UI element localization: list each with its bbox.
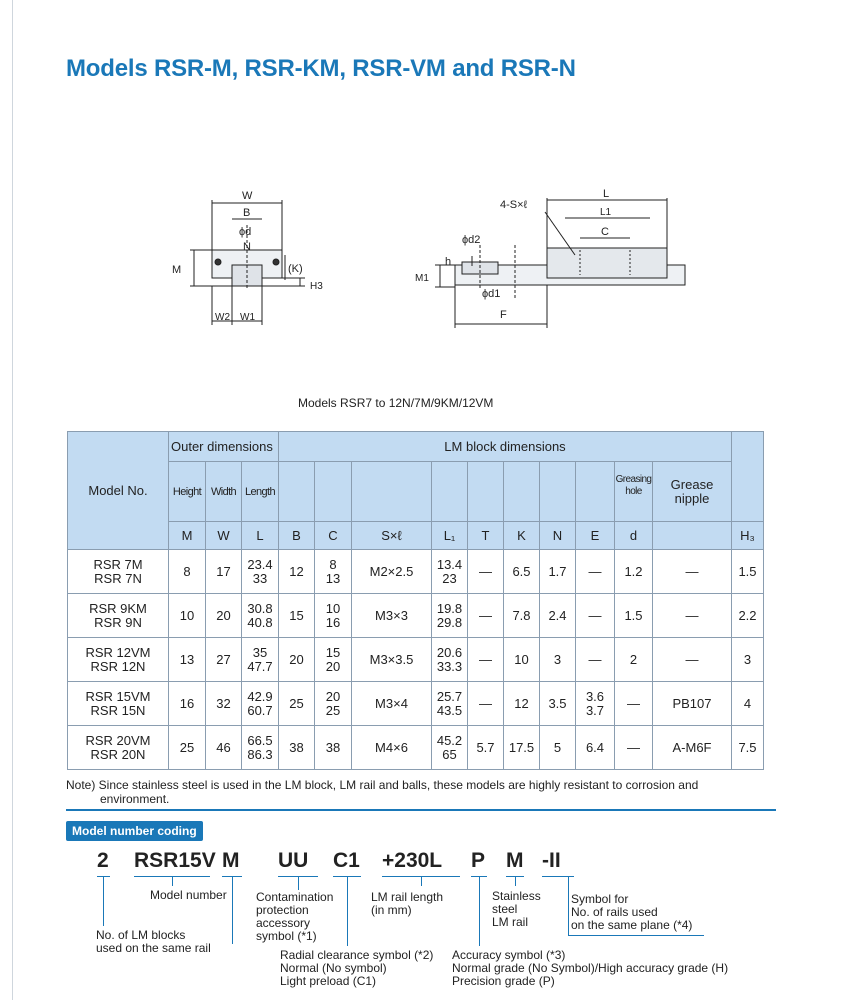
cell-L-bottom: 60.7: [247, 702, 273, 718]
dim-N: N: [243, 241, 251, 253]
cell-L: [242, 682, 279, 726]
blank-cell: [540, 462, 576, 522]
label-model-number: Model number: [150, 888, 227, 902]
cell-C: [315, 594, 352, 638]
table-body: [68, 550, 764, 770]
leader-stainless: [515, 876, 516, 886]
cell-E-top: —: [588, 607, 602, 623]
cell-nipple: —: [653, 550, 732, 594]
cell-L-top: 35: [252, 644, 268, 660]
table-row: [68, 594, 764, 638]
model-coding-badge: Model number coding: [66, 821, 203, 841]
label-line: Contamination: [256, 890, 334, 904]
cell-L: [242, 726, 279, 770]
note-line-2: environment.: [100, 792, 170, 806]
cell-E-bottom: 3.7: [585, 702, 605, 718]
cell-H3: 2.2: [732, 594, 764, 638]
code-material: M: [222, 849, 240, 872]
cell-E-top: 3.6: [585, 688, 605, 704]
dim-M1: M1: [415, 273, 429, 284]
label-line: Light preload (C1): [280, 974, 377, 988]
label-line: symbol (*1): [256, 929, 317, 943]
sym-L: L: [242, 522, 279, 550]
cell-N: 3.5: [540, 682, 576, 726]
label-line: Normal (No symbol): [280, 961, 387, 975]
model-a: RSR 15VM: [85, 688, 151, 704]
dim-L1: L1: [600, 207, 612, 218]
dim-phi-d: ϕd: [239, 226, 252, 238]
cell-B: 12: [279, 550, 315, 594]
cell-K: 10: [504, 638, 540, 682]
cell-T: —: [468, 682, 504, 726]
col-height: Height: [169, 462, 206, 522]
cell-S: M3×4: [352, 682, 432, 726]
model-b: RSR 9N: [94, 614, 142, 630]
code-quantity: 2: [97, 849, 109, 872]
cell-H3: 7.5: [732, 726, 764, 770]
model-a: RSR 9KM: [89, 600, 147, 616]
leader-accuracy: [479, 876, 480, 946]
cell-model: [68, 682, 169, 726]
table-row: [68, 550, 764, 594]
col-h3-blank: [732, 432, 764, 522]
label-line: Normal grade (No Symbol)/High accuracy grade (H): [452, 961, 729, 975]
cell-model: [68, 550, 169, 594]
cell-C-top: 10: [325, 600, 341, 616]
cell-L1-top: 25.7: [436, 688, 463, 704]
label-line: protection: [256, 903, 309, 917]
cell-K: 17.5: [504, 726, 540, 770]
code-rails-count: -II: [542, 849, 561, 872]
cell-d: 2: [615, 638, 653, 682]
label-line: steel: [492, 902, 518, 916]
label-stainless: [492, 890, 541, 929]
cell-L1-bottom: 29.8: [436, 614, 463, 630]
col-length: Length: [242, 462, 279, 522]
cell-K: 7.8: [504, 594, 540, 638]
dim-C: C: [601, 226, 609, 238]
model-a: RSR 7M: [93, 556, 143, 572]
cell-E-top: —: [588, 563, 602, 579]
label-line: Symbol for: [571, 892, 629, 906]
col-outer-dimensions: Outer dimensions: [169, 432, 279, 462]
label-line: Radial clearance symbol (*2): [280, 948, 434, 962]
cell-S: M3×3.5: [352, 638, 432, 682]
cell-model: [68, 726, 169, 770]
cell-S: M2×2.5: [352, 550, 432, 594]
label-line: Precision grade (P): [452, 974, 555, 988]
cell-M: 16: [169, 682, 206, 726]
cell-L1-bottom: 23: [442, 570, 457, 586]
cell-C: [315, 726, 352, 770]
cell-N: 2.4: [540, 594, 576, 638]
cell-L1-top: 19.8: [436, 600, 463, 616]
blank-cell: [468, 462, 504, 522]
cell-W: 32: [206, 682, 242, 726]
page-title: Models RSR-M, RSR-KM, RSR-VM and RSR-N: [66, 55, 576, 82]
cell-M: 13: [169, 638, 206, 682]
cell-L-bottom: 47.7: [247, 658, 273, 674]
label-radial-clearance: [280, 949, 433, 988]
cell-L-top: 23.4: [247, 556, 273, 572]
code-accuracy: P: [471, 849, 486, 872]
cell-L-bottom: 40.8: [247, 614, 273, 630]
table-row: [68, 726, 764, 770]
sym-N: N: [540, 522, 576, 550]
cell-L1: [432, 594, 468, 638]
cell-W: 27: [206, 638, 242, 682]
dim-phi-d1: ϕd1: [482, 288, 501, 300]
dim-h: h: [445, 256, 452, 268]
cell-d: 1.2: [615, 550, 653, 594]
model-b: RSR 20N: [90, 746, 146, 762]
label-line: Accuracy symbol (*3): [452, 948, 566, 962]
cell-B: 15: [279, 594, 315, 638]
cell-N: 3: [540, 638, 576, 682]
dim-L: L: [603, 188, 610, 200]
dim-W1: W1: [240, 312, 255, 323]
cell-d: —: [615, 726, 653, 770]
table-subtitle: Models RSR7 to 12N/7M/9KM/12VM: [298, 396, 494, 410]
cell-L1: [432, 638, 468, 682]
cell-L1-bottom: 43.5: [436, 702, 463, 718]
dim-B: B: [243, 207, 251, 219]
blank-cell: [352, 462, 432, 522]
cell-T: —: [468, 550, 504, 594]
cell-d: —: [615, 682, 653, 726]
label-accuracy: [452, 949, 728, 988]
model-b: RSR 15N: [90, 702, 146, 718]
cell-M: 10: [169, 594, 206, 638]
label-line: No. of rails used: [571, 905, 658, 919]
leader-model: [172, 876, 173, 886]
cell-M: 8: [169, 550, 206, 594]
note-line-1: Note) Since stainless steel is used in the LM block, LM rail and balls, these models are highly resistant to corrosion and: [66, 778, 699, 792]
dim-S-l: 4-S×ℓ: [500, 199, 528, 211]
cell-H3: 1.5: [732, 550, 764, 594]
blank-cell: [432, 462, 468, 522]
cell-nipple: PB107: [653, 682, 732, 726]
cell-L1: [432, 726, 468, 770]
col-greasing-hole: Greasing hole: [615, 462, 653, 522]
cell-M: 25: [169, 726, 206, 770]
cell-C: [315, 638, 352, 682]
cell-L1-bottom: 65: [442, 746, 457, 762]
cell-B: 38: [279, 726, 315, 770]
code-seal: UU: [278, 849, 309, 872]
cell-nipple: —: [653, 594, 732, 638]
cell-d: 1.5: [615, 594, 653, 638]
dim-F: F: [500, 309, 507, 321]
side-view: [435, 198, 685, 328]
cell-L: [242, 638, 279, 682]
cell-C: [315, 682, 352, 726]
code-model: RSR15V: [134, 849, 216, 872]
cell-model: [68, 638, 169, 682]
cell-L1: [432, 682, 468, 726]
leader-rail-length: [421, 876, 422, 886]
cell-C-top: 8: [329, 556, 337, 572]
cell-L-top: 30.8: [247, 600, 273, 616]
cell-E: [576, 638, 615, 682]
dim-W2: W2: [215, 312, 230, 323]
code-rail-length: +230L: [382, 849, 443, 872]
label-line: LM rail: [492, 915, 529, 929]
cell-C-top: 20: [325, 688, 341, 704]
cell-C-bottom: 16: [325, 614, 341, 630]
cell-N: 1.7: [540, 550, 576, 594]
sym-d: d: [615, 522, 653, 550]
cell-T: —: [468, 638, 504, 682]
code-clearance: C1: [333, 849, 360, 872]
cell-W: 17: [206, 550, 242, 594]
col-grease-nipple: Grease nipple: [653, 462, 732, 522]
cell-E-top: 6.4: [585, 739, 605, 755]
cell-K: 6.5: [504, 550, 540, 594]
stainless-note: [66, 778, 766, 806]
cell-L-top: 42.9: [247, 688, 273, 704]
leader-quantity: [103, 876, 104, 926]
cell-C-bottom: 13: [325, 570, 341, 586]
sym-M: M: [169, 522, 206, 550]
cell-W: 20: [206, 594, 242, 638]
model-a: RSR 12VM: [85, 644, 151, 660]
col-model-no: Model No.: [68, 432, 169, 550]
dim-K: (K): [288, 263, 303, 275]
code-stainless-rail: M: [506, 849, 524, 872]
cell-C-bottom: 25: [325, 702, 341, 718]
col-width: Width: [206, 462, 242, 522]
leader-material: [232, 876, 233, 944]
cell-L1-top: 13.4: [436, 556, 463, 572]
cell-T: 5.7: [468, 726, 504, 770]
cell-C-top: 38: [325, 739, 341, 755]
cell-L1-top: 45.2: [436, 732, 463, 748]
cell-N: 5: [540, 726, 576, 770]
model-a: RSR 20VM: [85, 732, 151, 748]
label-rail-length: [371, 891, 443, 917]
sym-K: K: [504, 522, 540, 550]
label-line: No. of LM blocks: [96, 928, 186, 942]
blank-cell: [279, 462, 315, 522]
sym-L1: L₁: [432, 522, 468, 550]
label-line: Stainless: [492, 889, 541, 903]
model-b: RSR 7N: [94, 570, 142, 586]
cell-model: [68, 594, 169, 638]
cell-E: [576, 594, 615, 638]
table-row: [68, 682, 764, 726]
sym-H3: H₃: [732, 522, 764, 550]
label-line: LM rail length: [371, 890, 444, 904]
sym-S-l: S×ℓ: [352, 522, 432, 550]
cell-T: —: [468, 594, 504, 638]
col-lm-block-dimensions: LM block dimensions: [279, 432, 732, 462]
sym-E: E: [576, 522, 615, 550]
bracket-rails-count: [542, 876, 574, 877]
leader-seal: [298, 876, 299, 890]
sym-B: B: [279, 522, 315, 550]
dim-phi-d2: ϕd2: [462, 234, 481, 246]
label-no-blocks: [96, 929, 211, 955]
cell-nipple: A-M6F: [653, 726, 732, 770]
technical-drawings: [0, 0, 844, 400]
cell-nipple: —: [653, 638, 732, 682]
underline-rails-count: [568, 935, 704, 936]
cell-W: 46: [206, 726, 242, 770]
cell-L-bottom: 33: [252, 570, 268, 586]
cell-S: M4×6: [352, 726, 432, 770]
cell-E: [576, 682, 615, 726]
cell-C-bottom: 20: [325, 658, 341, 674]
label-contamination: [256, 891, 333, 943]
cell-K: 12: [504, 682, 540, 726]
cell-H3: 4: [732, 682, 764, 726]
cell-L1-top: 20.6: [436, 644, 463, 660]
blank-cell: [576, 462, 615, 522]
leader-rails-count: [568, 876, 569, 936]
table-row: [68, 638, 764, 682]
leader-clearance: [347, 876, 348, 946]
spec-table: [67, 431, 764, 770]
sym-W: W: [206, 522, 242, 550]
cell-L: [242, 550, 279, 594]
cell-C-top: 15: [325, 644, 341, 660]
cell-C: [315, 550, 352, 594]
dim-H3: H3: [310, 281, 323, 292]
cell-S: M3×3: [352, 594, 432, 638]
cell-B: 25: [279, 682, 315, 726]
label-rails-symbol: [571, 893, 692, 932]
cell-L1: [432, 550, 468, 594]
sym-T: T: [468, 522, 504, 550]
blank-cell: [653, 522, 732, 550]
cell-E: [576, 550, 615, 594]
model-b: RSR 12N: [90, 658, 146, 674]
cell-L: [242, 594, 279, 638]
dim-W: W: [242, 190, 253, 202]
cell-H3: 3: [732, 638, 764, 682]
label-line: used on the same rail: [96, 941, 211, 955]
cell-E: [576, 726, 615, 770]
dim-M: M: [172, 264, 182, 276]
cell-L-top: 66.5: [247, 732, 273, 748]
cell-E-top: —: [588, 651, 602, 667]
label-line: on the same plane (*4): [571, 918, 693, 932]
cell-L1-bottom: 33.3: [436, 658, 463, 674]
label-line: accessory: [256, 916, 311, 930]
cell-B: 20: [279, 638, 315, 682]
sym-C: C: [315, 522, 352, 550]
blank-cell: [504, 462, 540, 522]
label-line: (in mm): [371, 903, 412, 917]
cell-L-bottom: 86.3: [247, 746, 273, 762]
section-rule: [66, 809, 776, 811]
blank-cell: [315, 462, 352, 522]
